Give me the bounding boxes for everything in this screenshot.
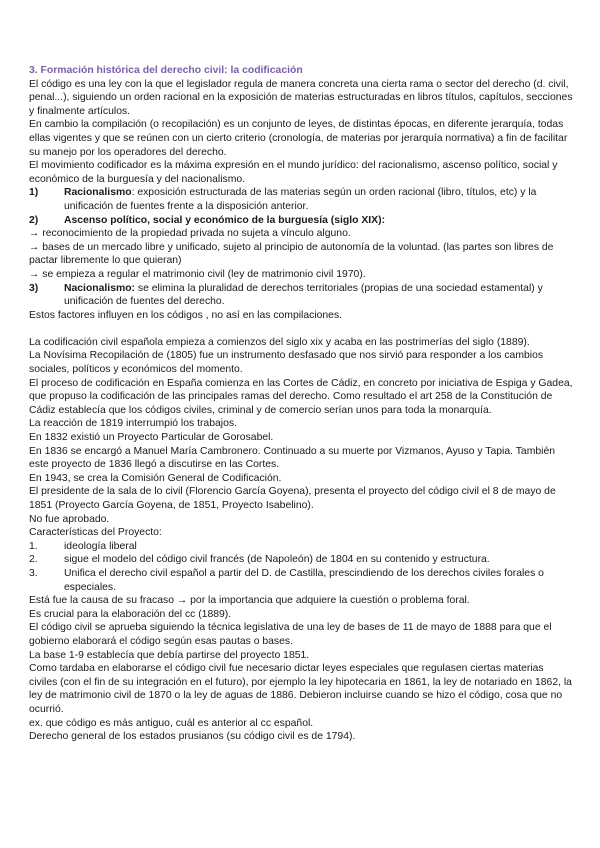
list-text: Unifica el derecho civil español a partir del D. de Castilla, prescindiendo de los derechos civiles forales o especiales. bbox=[64, 567, 544, 593]
paragraph: El presidente de la sala de lo civil (Florencio García Goyena), presenta el proyecto del código civil el 8 de mayo de 1851 (Proyecto García Goyena, de 1851, Proyecto Isabelino). bbox=[29, 486, 556, 511]
list-item-nacionalismo bbox=[29, 282, 574, 309]
list-text: : exposición estructurada de las materias según un orden racional (libro, títulos, etc) y la unificación de fuentes frente a la disposición anterior. bbox=[64, 187, 537, 212]
list-number: 1) bbox=[29, 187, 39, 199]
list-text: sigue el modelo del código civil francés (de Napoleón) de 1804 en su contenido y estructura. bbox=[64, 554, 490, 566]
list-number: 1. bbox=[29, 540, 38, 552]
paragraph: El proceso de codificación en España comienza en las Cortes de Cádiz, en concreto por iniciativa de Espiga y Gadea, que propuso la codificación de las principales ramas del derecho. Como resultado el art 258 de la Constitución de Cádiz establecía que los códigos civiles, criminal y de comercio serían unos para toda la monarquía. bbox=[29, 377, 573, 416]
list-item-caracteristica bbox=[29, 553, 574, 567]
list-item-burguesia bbox=[29, 214, 574, 228]
paragraph: En 1836 se encargó a Manuel María Cambronero. Continuado a su muerte por Vizmanos, Ayuso y Tapia. También este proyecto de 1836 llegó a discutirse en las Cortes. bbox=[29, 445, 555, 471]
paragraph: Características del Proyecto: bbox=[29, 527, 162, 539]
list-item-racionalismo bbox=[29, 186, 574, 213]
paragraph: La reacción de 1819 interrumpió los trabajos. bbox=[29, 418, 237, 430]
list-item-caracteristica bbox=[29, 567, 574, 594]
list-number: 2. bbox=[29, 554, 38, 566]
paragraph: La codificación civil española empieza a comienzos del siglo xix y acaba en las postrimerías del siglo (1889). bbox=[29, 336, 530, 348]
list-item-caracteristica bbox=[29, 540, 574, 554]
paragraph: El código civil se aprueba siguiendo la técnica legislativa de una ley de bases de 11 de mayo de 1888 para que el gobierno elaborará el código según esas pautas o bases. bbox=[29, 622, 552, 647]
spacer bbox=[29, 322, 574, 336]
list-text: ideología liberal bbox=[64, 540, 137, 552]
paragraph: Derecho general de los estados prusianos (su código civil es de 1794). bbox=[29, 731, 356, 743]
list-text: se elimina la pluralidad de derechos territoriales (propias de una sociedad estamental) y unificación de fuentes del derecho. bbox=[64, 282, 543, 308]
paragraph: En 1943, se crea la Comisión General de Codificación. bbox=[29, 472, 282, 484]
paragraph-factores: Estos factores influyen en los códigos , no así en las compilaciones. bbox=[29, 309, 343, 321]
paragraph: Es crucial para la elaboración del cc (1889). bbox=[29, 608, 232, 620]
arrow-line: → reconocimiento de la propiedad privada no sujeta a vínculo alguno. bbox=[29, 228, 351, 240]
list-number: 3) bbox=[29, 282, 39, 294]
list-term: Ascenso político, social y económico de la burguesía (siglo XIX): bbox=[64, 214, 386, 226]
arrow-line: → se empieza a regular el matrimonio civil (ley de matrimonio civil 1970). bbox=[29, 268, 366, 280]
list-number: 3. bbox=[29, 567, 38, 579]
paragraph-movimiento-codificador: El movimiento codificador es la máxima expresión en el mundo jurídico: del racionalismo, ascenso político, social y económico de la burguesía y del nacionalismo. bbox=[29, 160, 558, 185]
section-title: 3. Formación histórica del derecho civil: la codificación bbox=[29, 65, 303, 76]
paragraph: Como tardaba en elaborarse el código civil fue necesario dictar leyes especiales que regulasen ciertas materias civiles (con el fin de su integración en el futuro), por ejemplo la ley hipotecaria en 1861, la ley de notariado en 1862, la ley de matrimonio civil de 1870 o la ley de aguas de 1886. Debieron incluirse cuando se hizo el código, cosa que no ocurrió. bbox=[29, 663, 572, 715]
paragraph: La Novísima Recopilación de (1805) fue un instrumento desfasado que nos sirvió para responder a los cambios sociales, políticos y económicos del momento. bbox=[29, 350, 544, 376]
list-term: Nacionalismo: bbox=[64, 282, 136, 294]
list-number: 2) bbox=[29, 214, 39, 226]
paragraph: La base 1-9 establecía que debía partirse del proyecto 1851. bbox=[29, 649, 310, 661]
list-term: Racionalismo bbox=[64, 187, 132, 199]
paragraph-codigo-definition: El código es una ley con la que el legislador regula de manera concreta una cierta rama o sector del derecho (d. civil, penal...), siguiendo un orden racional en la exposición de materias estructuradas en libros títulos, capítulos, secciones y finalmente artículos. bbox=[29, 78, 573, 117]
paragraph: Está fue la causa de su fracaso → por la importancia que adquiere la cuestión o problema foral. bbox=[29, 595, 470, 607]
paragraph-compilacion-definition: En cambio la compilación (o recopilación) es un conjunto de leyes, de distintas épocas, en diferente jerarquía, todas ellas vigentes y que se reúnen con un cierto criterio (cronología, de materias por jerarquía normativa) a fin de facilitar su manejo por los operadores del derecho. bbox=[29, 119, 568, 158]
arrow-line: → bases de un mercado libre y unificado, sujeto al principio de autonomía de la voluntad. (las partes son libres de pactar libremente lo que quieran) bbox=[29, 241, 554, 267]
paragraph: En 1832 existió un Proyecto Particular de Gorosabel. bbox=[29, 432, 274, 444]
paragraph: ex. que código es más antiguo, cuál es anterior al cc español. bbox=[29, 717, 314, 729]
paragraph: No fue aprobado. bbox=[29, 513, 110, 525]
